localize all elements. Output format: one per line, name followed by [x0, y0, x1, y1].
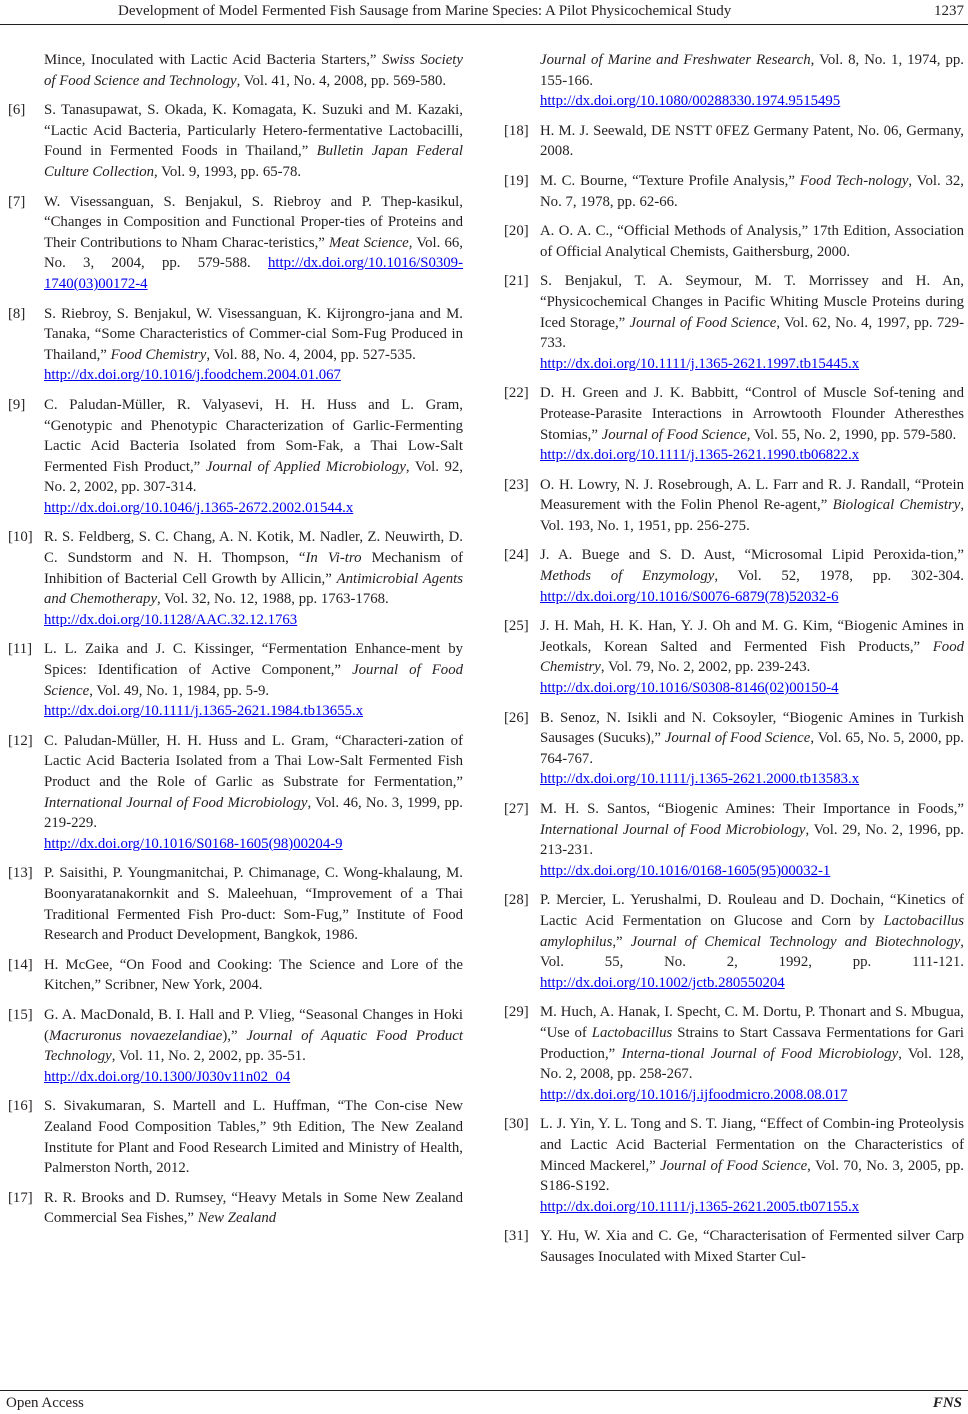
reference-italic-text: Journal of Aquatic Food Product Technology: [44, 1027, 463, 1065]
reference-text: L. L. Zaika and J. C. Kissinger, “Fermentation Enhance-ment by Spices: Identification of Active Component,”: [44, 641, 463, 679]
reference-text: P. Mercier, L. Yerushalmi, D. Rouleau and D. Dochain, “Kinetics of Lactic Acid Fermentation on Glucose and Corn by: [540, 892, 964, 929]
reference-text: , Vol. 65, No. 5, 2000, pp. 764-767.: [540, 730, 964, 767]
reference-entry: [504, 475, 964, 537]
reference-text: , Vol. 128, No. 2, 2008, pp. 258-267.: [540, 1045, 964, 1083]
doi-link[interactable]: http://dx.doi.org/10.1002/jctb.280550204: [540, 974, 785, 991]
reference-text: Mechanism of Inhibition of Bacterial Cell Growth by Allicin,”: [44, 550, 463, 587]
reference-number: [23]: [504, 476, 529, 493]
reference-text: S. Tanasupawat, S. Okada, K. Komagata, K. Suzuki and M. Kazaki, “Lactic Acid Bacteria, Particularly Hetero-fermentative Lactobacilli, Found in Fermented Foods in Thailand,”: [44, 102, 463, 160]
doi-link[interactable]: http://dx.doi.org/10.1016/0168-1605(95)00032-1: [540, 862, 831, 879]
reference-number: [8]: [8, 305, 26, 322]
reference-text: B. Senoz, N. Isikli and N. Coksoyler, “Biogenic Amines in Turkish Sausages (Sucuks),”: [540, 709, 964, 747]
reference-text: C. Paludan-Müller, R. Valyasevi, H. H. Huss and L. Gram, “Genotypic and Phenotypic Characterization of Garlic-Fermenting Lactic Acid Bacteria Isolated from Som-Fak, a Thai Low-Salt Fermented Fish Product,”: [44, 396, 463, 475]
running-title: Development of Model Fermented Fish Sausage from Marine Species: A Pilot Physicochemical Study: [118, 3, 732, 19]
reference-number: [7]: [8, 193, 26, 210]
reference-text: J. A. Buege and S. D. Aust, “Microsomal Lipid Peroxida-tion,”: [540, 547, 964, 564]
doi-link[interactable]: http://dx.doi.org/10.1016/S0309-1740(03)00172-4: [44, 255, 463, 292]
reference-text: R. S. Feldberg, S. C. Chang, A. N. Kotik, M. Nadler, Z. Neuwirth, D. C. Sundstorm and N. H. Thompson, “: [44, 529, 463, 567]
reference-entry: [8, 527, 463, 630]
reference-entry: [8, 192, 463, 295]
reference-number: [26]: [504, 709, 529, 726]
reference-number: [29]: [504, 1004, 529, 1021]
reference-text: , Vol. 41, No. 4, 2008, pp. 569-580.: [236, 72, 447, 89]
reference-number: [15]: [8, 1006, 33, 1023]
reference-text: , Vol. 9, 1993, pp. 65-78.: [154, 163, 302, 180]
doi-link[interactable]: http://dx.doi.org/10.1016/S0308-8146(02)00150-4: [540, 680, 839, 697]
reference-text: P. Saisithi, P. Youngmanitchai, P. Chimanage, C. Wong-khalaung, M. Boonyaratanakornkit and S. Maleehuan, “Improvement of a Thai Traditional Fermented Fish Pro-duct: Som-Fug,” Institute of Food Research and Product Development, Bangkok, 1986.: [44, 865, 463, 944]
reference-text: L. J. Yin, Y. L. Tong and S. T. Jiang, “Effect of Combin-ing Proteolysis and Lactic Acid Bacterial Fermentation on the Characteristics of Minced Mackerel,”: [540, 1116, 964, 1174]
reference-text: O. H. Lowry, N. J. Rosebrough, A. L. Farr and R. J. Randall, “Protein Measurement with the Folin Phenol Re-agent,”: [540, 476, 964, 514]
reference-text: Mince, Inoculated with Lactic Acid Bacteria Starters,”: [44, 52, 382, 68]
reference-number: [14]: [8, 956, 33, 973]
reference-entry: [504, 383, 964, 465]
reference-entry: [8, 395, 463, 519]
reference-italic-text: Methods of Enzymology: [540, 568, 715, 585]
reference-number: [12]: [8, 732, 33, 749]
reference-entry: [504, 221, 964, 262]
doi-link[interactable]: http://dx.doi.org/10.1016/j.ijfoodmicro.2008.08.017: [540, 1086, 848, 1103]
reference-text: Strains to Start Cassava Fermentations for Gari Production,”: [540, 1024, 964, 1062]
footer-rule: [0, 1390, 968, 1391]
reference-number: [20]: [504, 223, 529, 240]
reference-text: , Vol. 70, No. 3, 2005, pp. S186-S192.: [540, 1157, 965, 1195]
reference-entry: [504, 545, 964, 607]
reference-text: , Vol. 55, No. 2, 1990, pp. 579-580.: [746, 426, 957, 443]
reference-number: [9]: [8, 396, 26, 413]
reference-italic-text: Interna-tional Journal of Food Microbiology: [621, 1045, 899, 1062]
doi-link[interactable]: http://dx.doi.org/10.1080/00288330.1974.9515495: [540, 93, 841, 110]
reference-entry: [8, 639, 463, 721]
reference-column-right: [504, 50, 964, 1276]
page-number: 1237: [934, 3, 964, 19]
reference-text: R. R. Brooks and D. Rumsey, “Heavy Metals in Some New Zealand Commercial Sea Fishes,”: [44, 1189, 463, 1227]
reference-number: [10]: [8, 529, 33, 546]
running-header: [0, 0, 968, 22]
reference-text: S. Riebroy, S. Benjakul, W. Visessanguan, K. Kijrongro-jana and M. Tanaka, “Some Characteristics of Commer-cial Som-Fug Produced in Thailand,”: [44, 305, 463, 363]
reference-number: [30]: [504, 1116, 529, 1133]
reference-number: [19]: [504, 172, 529, 189]
reference-italic-text: In Vi-tro: [305, 550, 362, 567]
reference-italic-text: Lactobacillus: [591, 1024, 673, 1041]
reference-number: [13]: [8, 865, 33, 882]
reference-italic-text: Journal of Food Science: [44, 662, 463, 699]
reference-text: S. Sivakumaran, S. Martell and L. Huffman, “The Con-cise New Zealand Food Composition Tables,” 9th Edition, The New Zealand Institute for Plant and Food Research Limited and Ministry of Health, Palmerston North, 2012.: [44, 1098, 463, 1177]
reference-italic-text: Meat Science: [329, 234, 409, 251]
reference-entry: [8, 304, 463, 386]
reference-italic-text: Food Chemistry: [110, 346, 207, 363]
reference-italic-text: New Zealand: [197, 1210, 277, 1227]
reference-number: [21]: [504, 273, 529, 290]
reference-text: M. H. S. Santos, “Biogenic Amines: Their Importance in Foods,”: [540, 801, 964, 817]
reference-entry: [504, 890, 964, 993]
reference-text: , Vol. 46, No. 3, 1999, pp. 219-229.: [44, 794, 464, 832]
reference-text: A. O. A. C., “Official Methods of Analysis,” 17th Edition, Association of Official Analytical Chemists, Gaithersburg, 2000.: [540, 223, 964, 260]
reference-text: G. A. MacDonald, B. I. Hall and P. Vlieg, “Seasonal Changes in Hoki (: [44, 1006, 463, 1044]
reference-italic-text: International Journal of Food Microbiology: [540, 821, 806, 838]
reference-italic-text: Lactobacillus amylophilus: [540, 912, 964, 950]
reference-number: [31]: [504, 1228, 529, 1245]
reference-italic-text: Swiss Society of Food Science and Technology: [44, 52, 463, 89]
reference-italic-text: Journal of Marine and Freshwater Research: [540, 52, 811, 68]
reference-italic-text: Antimicrobial Agents and Chemotherapy: [44, 570, 463, 608]
doi-link[interactable]: http://dx.doi.org/10.1111/j.1365-2621.2005.tb07155.x: [540, 1198, 860, 1215]
reference-italic-text: Journal of Food Science: [664, 730, 811, 747]
reference-number: [25]: [504, 618, 529, 635]
reference-italic-text: Macruronus novaezelandiae: [48, 1027, 223, 1044]
doi-link[interactable]: http://dx.doi.org/10.1016/j.foodchem.2004.01.067: [44, 367, 341, 384]
reference-entry: [504, 50, 964, 112]
reference-italic-text: Bulletin Japan Federal Culture Collection: [44, 143, 464, 180]
reference-text: , Vol. 52, 1978, pp. 302-304.: [714, 568, 964, 585]
reference-number: [24]: [504, 547, 529, 564]
doi-link[interactable]: http://dx.doi.org/10.1111/j.1365-2621.2000.tb13583.x: [540, 771, 860, 788]
reference-number: [18]: [504, 122, 529, 139]
reference-entry: [504, 1226, 964, 1267]
reference-text: , Vol. 11, No. 2, 2002, pp. 35-51.: [111, 1048, 306, 1065]
reference-number: [16]: [8, 1098, 33, 1115]
reference-text: , Vol. 62, No. 4, 1997, pp. 729-733.: [540, 314, 964, 352]
reference-italic-text: Journal of Food Science: [601, 426, 747, 443]
reference-column-left: [8, 50, 463, 1238]
reference-number: [6]: [8, 102, 26, 119]
reference-italic-text: Food Tech-nology: [799, 172, 909, 189]
reference-entry: [8, 100, 463, 182]
doi-link[interactable]: http://dx.doi.org/10.1016/S0076-6879(78)52032-6: [540, 588, 839, 605]
reference-text: S. Benjakul, T. A. Seymour, M. T. Morrissey and H. An, “Physicochemical Changes in Pacific Whiting Muscle Proteins during Iced Storage,”: [540, 273, 964, 331]
reference-text: ,”: [612, 933, 631, 950]
reference-text: , Vol. 193, No. 1, 1951, pp. 256-275.: [540, 497, 965, 534]
reference-text: W. Visessanguan, S. Benjakul, S. Riebroy and P. Thep-kasikul, “Changes in Composition and Functional Proper-ties of Proteins and Their Contributions to Nham Charac-teristics,”: [44, 193, 463, 251]
reference-text: , Vol. 66, No. 3, 2004, pp. 579-588.: [44, 234, 463, 272]
reference-text: , Vol. 32, No. 7, 1978, pp. 62-66.: [540, 172, 964, 210]
reference-text: , Vol. 8, No. 1, 1974, pp. 155-166.: [540, 52, 964, 89]
reference-text: D. H. Green and J. K. Babbitt, “Control of Muscle Sof-tening and Protease-Parasite Interactions in Arrowtooth Flounder Atheresthes Stomias,”: [540, 385, 964, 443]
open-access-label: Open Access: [6, 1395, 84, 1411]
reference-entry: [8, 863, 463, 945]
reference-text: C. Paludan-Müller, H. H. Huss and L. Gram, “Characteri-zation of Lactic Acid Bacteria Isolated from a Thai Low-Salt Fermented Fish Product and the Role of Garlic as Substrate for Fermentation,”: [44, 732, 463, 790]
reference-text: , Vol. 49, No. 1, 1984, pp. 5-9.: [89, 682, 270, 699]
reference-entry: [504, 271, 964, 374]
reference-entry: [504, 708, 964, 790]
page-footer: [0, 1392, 968, 1414]
doi-link[interactable]: http://dx.doi.org/10.1046/j.1365-2672.2002.01544.x: [44, 499, 354, 516]
reference-text: , Vol. 32, No. 12, 1988, pp. 1763-1768.: [157, 591, 389, 608]
doi-link[interactable]: http://dx.doi.org/10.1128/AAC.32.12.1763: [44, 611, 298, 628]
reference-entry: [8, 50, 463, 91]
reference-number: [17]: [8, 1189, 33, 1206]
doi-link[interactable]: http://dx.doi.org/10.1111/j.1365-2621.1984.tb13655.x: [44, 703, 364, 720]
reference-entry: [8, 1188, 463, 1229]
reference-text: , Vol. 55, No. 2, 1992, pp. 111-121.: [540, 933, 964, 971]
journal-abbreviation: FNS: [932, 1395, 962, 1411]
reference-text: M. Huch, A. Hanak, I. Specht, C. M. Dortu, P. Thonart and S. Mbugua, “Use of: [540, 1004, 964, 1041]
reference-entry: [504, 1114, 964, 1217]
reference-number: [22]: [504, 385, 529, 402]
reference-entry: [8, 1005, 463, 1087]
reference-text: H. McGee, “On Food and Cooking: The Science and Lore of the Kitchen,” Scribner, New York, 2004.: [44, 956, 463, 994]
reference-number: [28]: [504, 892, 529, 909]
reference-entry: [504, 799, 964, 881]
reference-entry: [8, 1096, 463, 1178]
reference-entry: [504, 171, 964, 212]
reference-entry: [8, 731, 463, 855]
header-rule: [0, 24, 968, 25]
reference-number: [27]: [504, 801, 529, 817]
reference-italic-text: Journal of Food Science: [629, 314, 777, 331]
reference-text: ),”: [222, 1027, 247, 1044]
reference-entry: [504, 616, 964, 698]
reference-text: , Vol. 88, No. 4, 2004, pp. 527-535.: [206, 346, 416, 363]
reference-text: Y. Hu, W. Xia and C. Ge, “Characterisation of Fermented silver Carp Sausages Inoculated with Mixed Starter Cul-: [540, 1228, 964, 1265]
reference-number: [11]: [8, 641, 33, 658]
reference-italic-text: Journal of Food Science: [660, 1157, 808, 1174]
reference-italic-text: Biological Chemistry: [832, 497, 961, 514]
reference-text: M. C. Bourne, “Texture Profile Analysis,”: [540, 172, 800, 189]
reference-italic-text: Food Chemistry: [540, 638, 964, 676]
doi-link[interactable]: http://dx.doi.org/10.1300/J030v11n02_04: [44, 1068, 291, 1085]
reference-entry: [8, 955, 463, 996]
doi-link[interactable]: http://dx.doi.org/10.1111/j.1365-2621.1990.tb06822.x: [540, 447, 860, 464]
doi-link[interactable]: http://dx.doi.org/10.1016/S0168-1605(98)00204-9: [44, 835, 343, 852]
reference-entry: [504, 1002, 964, 1105]
reference-text: , Vol. 29, No. 2, 1996, pp. 213-231.: [540, 821, 965, 859]
reference-text: , Vol. 92, No. 2, 2002, pp. 307-314.: [44, 458, 463, 496]
reference-italic-text: Journal of Applied Microbiology: [205, 458, 406, 475]
reference-italic-text: International Journal of Food Microbiology: [44, 794, 308, 811]
reference-entry: [504, 121, 964, 162]
reference-text: , Vol. 79, No. 2, 2002, pp. 239-243.: [600, 659, 811, 676]
reference-italic-text: Journal of Chemical Technology and Biotechnology: [630, 933, 961, 950]
doi-link[interactable]: http://dx.doi.org/10.1111/j.1365-2621.1997.tb15445.x: [540, 355, 860, 372]
reference-text: J. H. Mah, H. K. Han, Y. J. Oh and M. G. Kim, “Biogenic Amines in Jeotkals, Korean Salted and Fermented Fish Products,”: [540, 618, 964, 655]
reference-text: H. M. J. Seewald, DE NSTT 0FEZ Germany Patent, No. 06, Germany, 2008.: [540, 122, 964, 160]
